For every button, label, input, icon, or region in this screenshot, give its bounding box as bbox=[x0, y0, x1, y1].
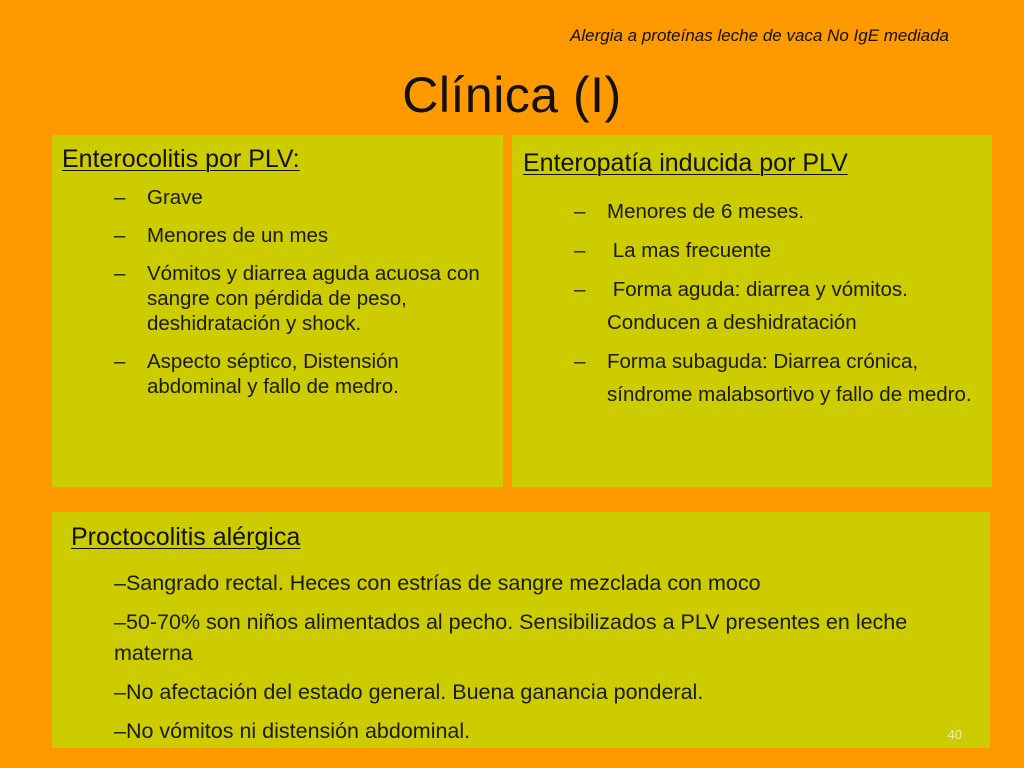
slide-header-note: Alergia a proteínas leche de vaca No IgE mediada bbox=[570, 26, 949, 45]
list-item: –50-70% son niños alimentados al pecho. Sensibilizados a PLV presentes en leche materna bbox=[114, 610, 908, 665]
dash-bullet: – bbox=[114, 262, 126, 285]
list-item-text: Vómitos y diarrea aguda acuosa con sangre con pérdida de peso, deshidratación y shock. bbox=[147, 262, 480, 335]
list-item-text: Forma aguda: diarrea y vómitos. Conducen a deshidratación bbox=[607, 278, 914, 334]
page-number: 40 bbox=[947, 727, 962, 742]
dash-bullet: – bbox=[574, 278, 586, 301]
list-item-text: Grave bbox=[147, 186, 203, 209]
list-item bbox=[114, 261, 494, 336]
list-item: –No vómitos ni distensión abdominal. bbox=[114, 719, 471, 743]
dash-bullet: – bbox=[114, 224, 126, 247]
list-item bbox=[574, 273, 979, 339]
list-item-text: Aspecto séptico, Distensión abdominal y fallo de medro. bbox=[147, 350, 399, 398]
proctocolitis-box bbox=[52, 512, 990, 748]
list-item bbox=[574, 234, 979, 267]
dash-bullet: – bbox=[114, 186, 126, 209]
list-item-text: Forma subaguda: Diarrea crónica, síndrome malabsortivo y fallo de medro. bbox=[607, 350, 972, 406]
list-item-text: Menores de un mes bbox=[147, 224, 329, 247]
dash-bullet: – bbox=[574, 200, 586, 223]
enterocolitis-box bbox=[52, 135, 503, 487]
proctocolitis-list bbox=[114, 568, 974, 755]
enteropatia-box bbox=[512, 135, 992, 487]
list-item bbox=[114, 349, 494, 399]
list-item bbox=[114, 185, 494, 210]
list-item: –Sangrado rectal. Heces con estrías de sangre mezclada con moco bbox=[114, 571, 761, 595]
list-item-text: La mas frecuente bbox=[607, 239, 772, 262]
enteropatia-list bbox=[574, 195, 979, 417]
list-item-text: Menores de 6 meses. bbox=[607, 200, 805, 223]
dash-bullet: – bbox=[574, 350, 586, 373]
enteropatia-heading: Enteropatía inducida por PLV bbox=[523, 149, 848, 177]
list-item bbox=[574, 345, 979, 411]
list-item bbox=[574, 195, 979, 228]
dash-bullet: – bbox=[574, 239, 586, 262]
enterocolitis-heading: Enterocolitis por PLV: bbox=[62, 145, 300, 173]
list-item bbox=[114, 223, 494, 248]
dash-bullet: – bbox=[114, 350, 126, 373]
proctocolitis-heading: Proctocolitis alérgica bbox=[71, 523, 301, 551]
slide-title: Clínica (I) bbox=[402, 67, 622, 123]
enterocolitis-list bbox=[114, 185, 494, 412]
list-item: –No afectación del estado general. Buena ganancia ponderal. bbox=[114, 680, 704, 704]
